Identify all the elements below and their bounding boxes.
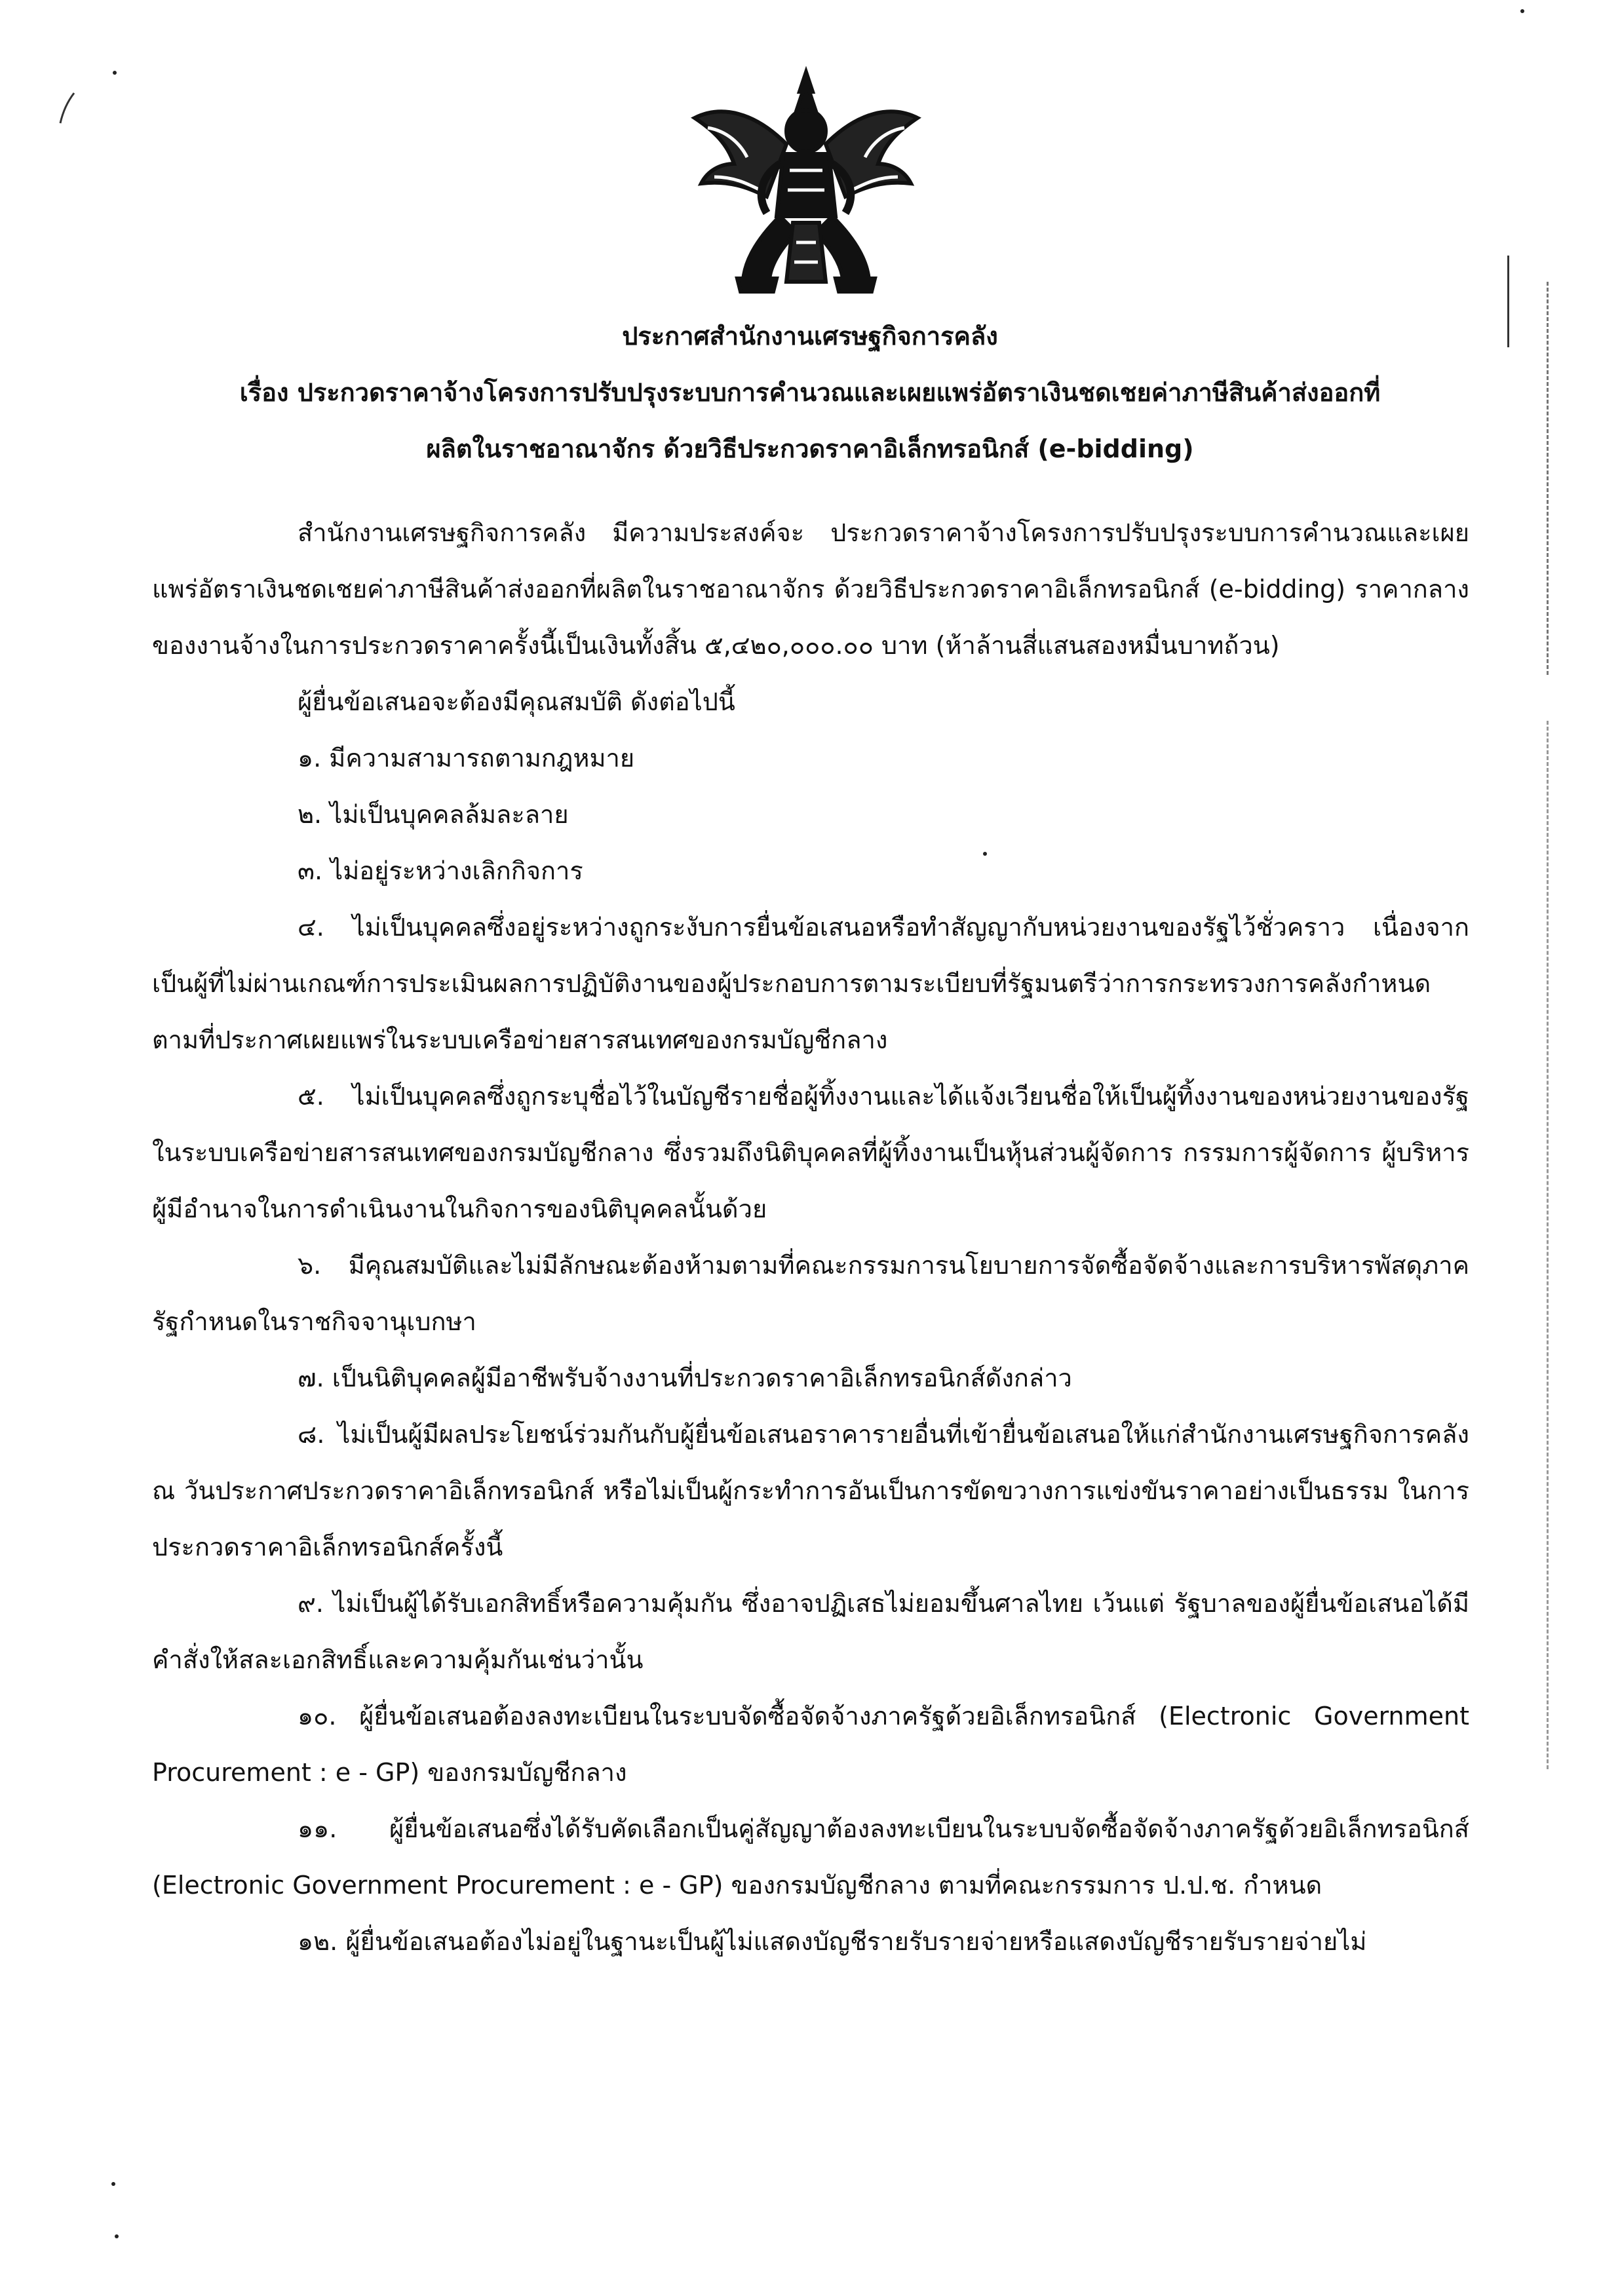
qualification-item: ๓. ไม่อยู่ระหว่างเลิกกิจการ bbox=[298, 856, 583, 885]
agency-title: ประกาศสำนักงานเศรษฐกิจการคลัง bbox=[622, 322, 998, 351]
garuda-emblem bbox=[682, 66, 931, 301]
scan-edge-line bbox=[1547, 721, 1549, 1769]
scan-edge-line bbox=[1547, 282, 1549, 675]
qualification-item: ๑. มีความสามารถตามกฎหมาย bbox=[298, 744, 635, 773]
qualifications-heading: ผู้ยื่นข้อเสนอจะต้องมีคุณสมบัติ ดังต่อไปนี้ bbox=[298, 687, 735, 716]
qualification-item: ๔. ไม่เป็นบุคคลซึ่งอยู่ระหว่างถูกระงับการยื่นข้อเสนอหรือทำสัญญากับหน่วยงานของรัฐไว้ชั่วคราว เนื่องจากเป็นผู้ที่ไม่ผ่านเกณฑ์การประเมินผลการปฏิบัติงานของผู้ประกอบการตามระเบียบที่รัฐมนตรีว่าการกระทรวงการคลังกำหนดตามที่ประกาศเผยแพร่ในระบบเครือข่ายสารสนเทศของกรมบัญชีกลาง bbox=[152, 913, 1469, 1054]
scan-stroke bbox=[58, 92, 77, 124]
qualification-item: ๑๐. ผู้ยื่นข้อเสนอต้องลงทะเบียนในระบบจัดซื้อจัดจ้างภาครัฐด้วยอิเล็กทรอนิกส์ (Electronic Government Procurement : e - GP) ของกรมบัญชีกลาง bbox=[152, 1702, 1469, 1787]
qualification-item: ๖. มีคุณสมบัติและไม่มีลักษณะต้องห้ามตามที่คณะกรรมการนโยบายการจัดซื้อจัดจ้างและการบริหารพัสดุภาครัฐกำหนดในราชกิจจานุเบกษา bbox=[152, 1251, 1469, 1336]
qualification-item: ๙. ไม่เป็นผู้ได้รับเอกสิทธิ์หรือความคุ้มกัน ซึ่งอาจปฏิเสธไม่ยอมขึ้นศาลไทย เว้นแต่ รัฐบาลของผู้ยื่นข้อเสนอได้มีคำสั่งให้สละเอกสิทธิ์และความคุ้มกันเช่นว่านั้น bbox=[152, 1589, 1469, 1674]
qualification-item: ๘. ไม่เป็นผู้มีผลประโยชน์ร่วมกันกับผู้ยื่นข้อเสนอราคารายอื่นที่เข้ายื่นข้อเสนอให้แก่สำนักงานเศรษฐกิจการคลัง ณ วันประกาศประกวดราคาอิเล็กทรอนิกส์ หรือไม่เป็นผู้กระทำการอันเป็นการขัดขวางการแข่งขันราคาอย่างเป็นธรรม ในการประกวดราคาอิเล็กทรอนิกส์ครั้งนี้ bbox=[152, 1420, 1469, 1561]
qualification-item: ๑๒. ผู้ยื่นข้อเสนอต้องไม่อยู่ในฐานะเป็นผู้ไม่แสดงบัญชีรายรับรายจ่ายหรือแสดงบัญชีรายรับรายจ่ายไม่ bbox=[298, 1927, 1367, 1956]
scan-speck bbox=[115, 2234, 119, 2238]
intro-paragraph: สำนักงานเศรษฐกิจการคลัง มีความประสงค์จะ ประกวดราคาจ้างโครงการปรับปรุงระบบการคำนวณและเผยแพร่อัตราเงินชดเชยค่าภาษีสินค้าส่งออกที่ผลิตในราชอาณาจักร ด้วยวิธีประกวดราคาอิเล็กทรอนิกส์ (e-bidding) ราคากลางของงานจ้างในการประกวดราคาครั้งนี้เป็นเงินทั้งสิ้น ๕,๔๒๐,๐๐๐.๐๐ บาท (ห้าล้านสี่แสนสองหมื่นบาทถ้วน) bbox=[152, 518, 1469, 660]
scan-speck bbox=[113, 71, 117, 75]
scan-speck bbox=[1520, 9, 1524, 13]
qualification-item: ๑๑. ผู้ยื่นข้อเสนอซึ่งได้รับคัดเลือกเป็นคู่สัญญาต้องลงทะเบียนในระบบจัดซื้อจัดจ้างภาครัฐด้วยอิเล็กทรอนิกส์ (Electronic Government Procurement : e - GP) ของกรมบัญชีกลาง ตามที่คณะกรรมการ ป.ป.ช. กำหนด bbox=[152, 1814, 1469, 1900]
scan-speck bbox=[983, 852, 987, 856]
qualification-item: ๒. ไม่เป็นบุคคลล้มละลาย bbox=[298, 800, 569, 829]
subject-line-2: ผลิตในราชอาณาจักร ด้วยวิธีประกวดราคาอิเล็กทรอนิกส์ (e-bidding) bbox=[426, 434, 1194, 463]
scan-speck bbox=[111, 2182, 115, 2186]
qualification-item: ๕. ไม่เป็นบุคคลซึ่งถูกระบุชื่อไว้ในบัญชีรายชื่อผู้ทิ้งงานและได้แจ้งเวียนชื่อให้เป็นผู้ทิ้งงานของหน่วยงานของรัฐในระบบเครือข่ายสารสนเทศของกรมบัญชีกลาง ซึ่งรวมถึงนิติบุคคลที่ผู้ทิ้งงานเป็นหุ้นส่วนผู้จัดการ กรรมการผู้จัดการ ผู้บริหาร ผู้มีอำนาจในการดำเนินงานในกิจการของนิติบุคคลนั้นด้วย bbox=[152, 1082, 1469, 1223]
scan-edge-line bbox=[1507, 256, 1509, 347]
announcement-header bbox=[98, 308, 1522, 477]
subject-line-1: เรื่อง ประกวดราคาจ้างโครงการปรับปรุงระบบการคำนวณและเผยแพร่อัตราเงินชดเชยค่าภาษีสินค้าส่งออกที่ bbox=[239, 378, 1381, 407]
announcement-body bbox=[152, 505, 1469, 1970]
qualification-item: ๗. เป็นนิติบุคคลผู้มีอาชีพรับจ้างงานที่ประกวดราคาอิเล็กทรอนิกส์ดังกล่าว bbox=[298, 1364, 1072, 1392]
